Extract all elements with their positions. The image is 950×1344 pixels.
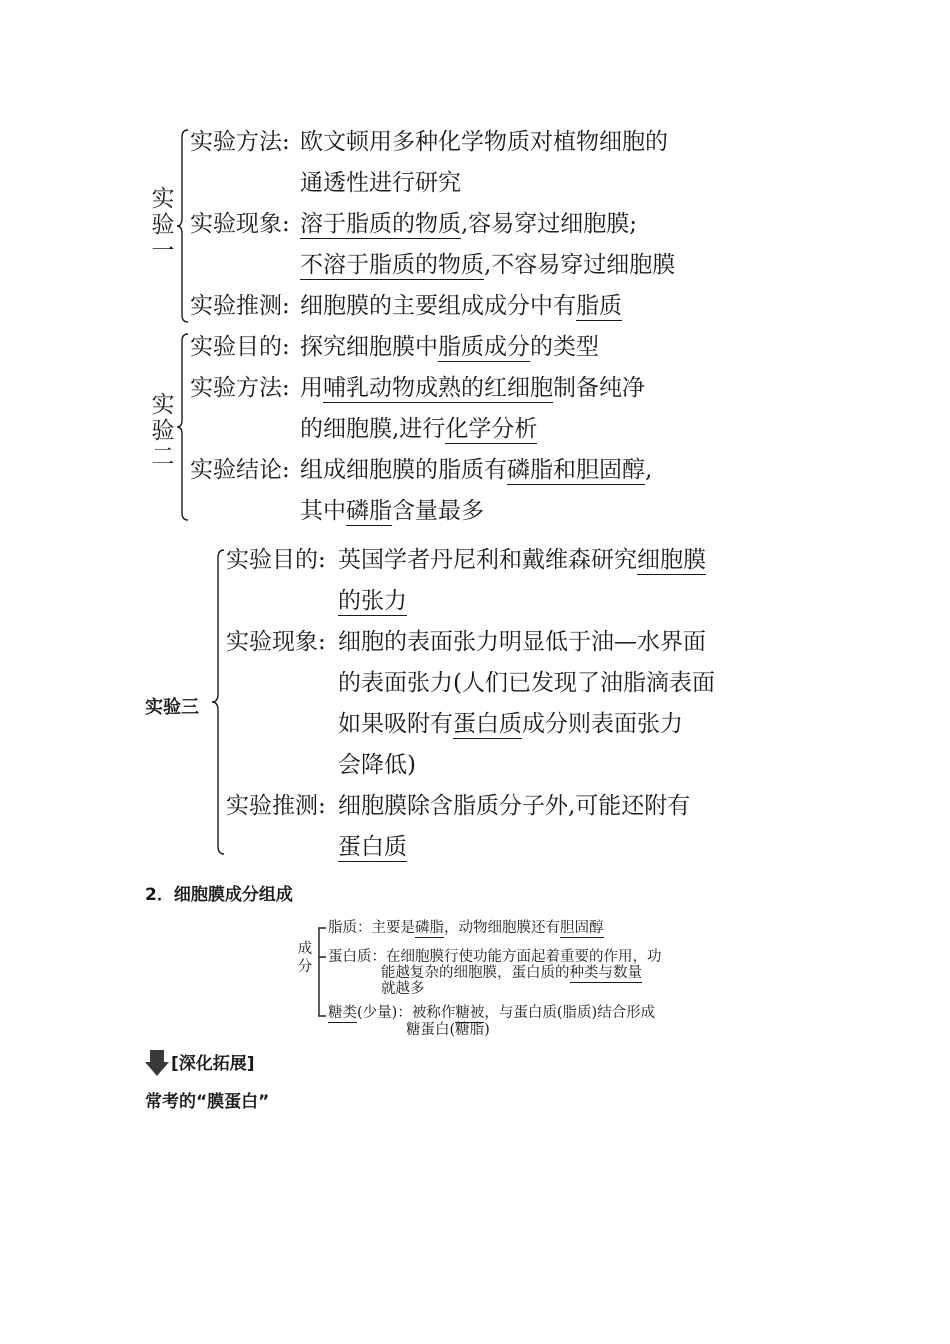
exp1-infer-label: 实验推测: (190, 293, 290, 319)
blank-answer: 不溶于脂质的物质 (300, 252, 484, 278)
blank-answer: 脂质 (576, 293, 622, 319)
section2-protein-line1: 蛋白质：在细胞膜行使功能方面起着重要的作用，功 (328, 949, 662, 965)
section2-bracket (314, 922, 328, 1020)
exp2-side-label: 实 验 二 (151, 392, 175, 470)
exp1-phenom-label: 实验现象: (190, 211, 290, 237)
exp3-phenom-line1: 细胞的表面张力明显低于油—水界面 (338, 629, 706, 655)
exp1-infer-line: 细胞膜的主要组成成分中有脂质 (300, 293, 622, 319)
exp2-goal-line: 探究细胞膜中脂质成分的类型 (300, 334, 599, 360)
blank-answer: 胆固醇 (560, 920, 604, 936)
section2-heading: 2．细胞膜成分组成 (145, 885, 293, 905)
exp2-method-label: 实验方法: (190, 375, 290, 401)
section2-side-label: 成 分 (297, 941, 313, 975)
blank-answer: 化学分析 (445, 416, 538, 442)
blank-answer: 磷脂 (346, 498, 392, 524)
exp3-goal-line2 (338, 581, 407, 622)
exp1-phenom-line1: 溶于脂质的物质,容易穿过细胞膜; (300, 211, 638, 237)
blank-answer: 脂质成分 (438, 334, 530, 360)
blank-answer: 哺乳动物成熟的红细胞 (323, 375, 553, 401)
blank-answer: 糖被 (455, 1005, 485, 1021)
exp3-goal-line1: 英国学者丹尼利和戴维森研究细胞膜 (338, 547, 706, 573)
exp1-phenom-line2: 不溶于脂质的物质,不容易穿过细胞膜 (300, 252, 676, 278)
exp2-brace (176, 332, 190, 522)
exp3-phenom-line4: 会降低) (338, 752, 416, 778)
blank-answer: 蛋白质 (453, 711, 522, 737)
exp2-concl-line2: 其中磷脂含量最多 (300, 498, 484, 524)
exp3-phenom-label: 实验现象: (226, 629, 326, 655)
exp1-method-line2: 通透性进行研究 (300, 170, 461, 196)
exp3-goal-label: 实验目的: (226, 547, 326, 573)
exp2-goal-label: 实验目的: (190, 334, 290, 360)
section2-sugar-line2: 糖蛋白(糖脂) (406, 1022, 490, 1038)
exp1-brace (176, 128, 190, 324)
exp3-phenom-line3: 如果吸附有蛋白质成分则表面张力 (338, 711, 683, 737)
blank-answer: 糖类 (328, 1005, 357, 1021)
exp1-method-line1: 欧文顿用多种化学物质对植物细胞的 (300, 129, 668, 155)
exp1-method-label: 实验方法: (190, 129, 290, 155)
exp3-infer-line2 (338, 827, 407, 868)
exp2-concl-label: 实验结论: (190, 457, 290, 483)
blank-answer: 细胞膜 (637, 547, 706, 573)
blank-answer: 种类与数量 (569, 965, 642, 981)
section2-lipid: 脂质：主要是磷脂，动物细胞膜还有胆固醇 (328, 920, 604, 936)
blank-answer: 磷脂和胆固醇 (507, 457, 645, 483)
exp2-method-line1: 用哺乳动物成熟的红细胞制备纯净 (300, 375, 645, 401)
exp2-method-line2: 的细胞膜,进行化学分析 (300, 416, 538, 442)
exp2-concl-line1: 组成细胞膜的脂质有磷脂和胆固醇, (300, 457, 653, 483)
deepen-subtitle: 常考的“膜蛋白” (145, 1092, 270, 1112)
exp1-side-label: 实 验 一 (151, 186, 175, 264)
blank-answer: 磷脂 (415, 920, 444, 936)
exp3-infer-label: 实验推测: (226, 793, 326, 819)
blank-answer: 的张力 (338, 588, 407, 614)
blank-answer: 蛋白质 (338, 834, 407, 860)
blank-answer: 溶于脂质的物质 (300, 211, 461, 237)
section2-protein-line2: 能越复杂的细胞膜，蛋白质的种类与数量 (381, 965, 642, 981)
arrow-down-icon (145, 1050, 169, 1076)
section2-protein-line3: 就越多 (381, 981, 425, 997)
section2-sugar-line1: 糖类(少量)：被称作糖被，与蛋白质(脂质)结合形成 (328, 1005, 656, 1021)
exp3-side-label: 实验三 (145, 697, 199, 718)
deepen-tag: [深化拓展] (171, 1054, 255, 1074)
exp3-brace (210, 548, 226, 856)
exp3-phenom-line2: 的表面张力(人们已发现了油脂滴表面 (338, 670, 715, 696)
exp3-infer-line1: 细胞膜除含脂质分子外,可能还附有 (338, 793, 691, 819)
